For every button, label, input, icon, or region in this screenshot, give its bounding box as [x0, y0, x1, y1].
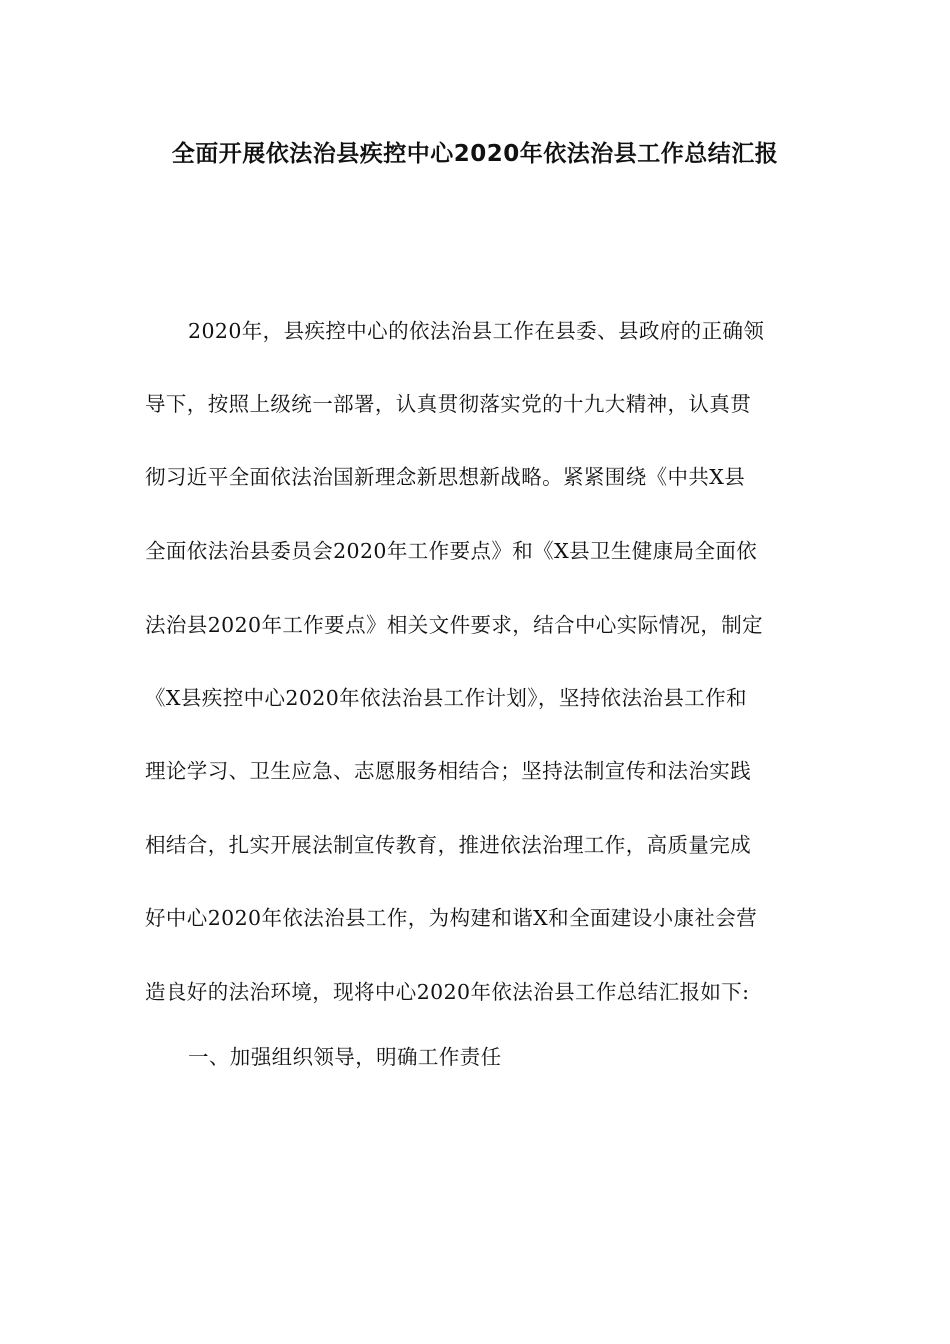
document-title: 全面开展依法治县疾控中心2020年依法治县工作总结汇报	[171, 141, 779, 167]
paragraph-line: 理论学习、卫生应急、志愿服务相结合；坚持法制宣传和法治实践	[145, 759, 752, 783]
paragraph-line: 法治县2020年工作要点》相关文件要求，结合中心实际情况，制定	[145, 613, 764, 637]
paragraph-line: 导下，按照上级统一部署，认真贯彻落实党的十九大精神，认真贯	[145, 392, 752, 416]
section-heading: 一、加强组织领导，明确工作责任	[188, 1045, 502, 1069]
paragraph-line: 相结合，扎实开展法制宣传教育，推进依法治理工作，高质量完成	[145, 833, 752, 857]
paragraph-line: 《X县疾控中心2020年依法治县工作计划》，坚持依法治县工作和	[145, 686, 747, 710]
paragraph-line: 彻习近平全面依法治国新理念新思想新战略。紧紧围绕《中共X县	[145, 465, 746, 489]
paragraph-line: 2020年，县疾控中心的依法治县工作在县委、县政府的正确领	[188, 319, 765, 343]
paragraph-line: 造良好的法治环境，现将中心2020年依法治县工作总结汇报如下:	[145, 980, 750, 1004]
paragraph-line: 好中心2020年依法治县工作，为构建和谐X和全面建设小康社会营	[145, 906, 758, 930]
paragraph-line: 全面依法治县委员会2020年工作要点》和《X县卫生健康局全面依	[145, 539, 758, 563]
